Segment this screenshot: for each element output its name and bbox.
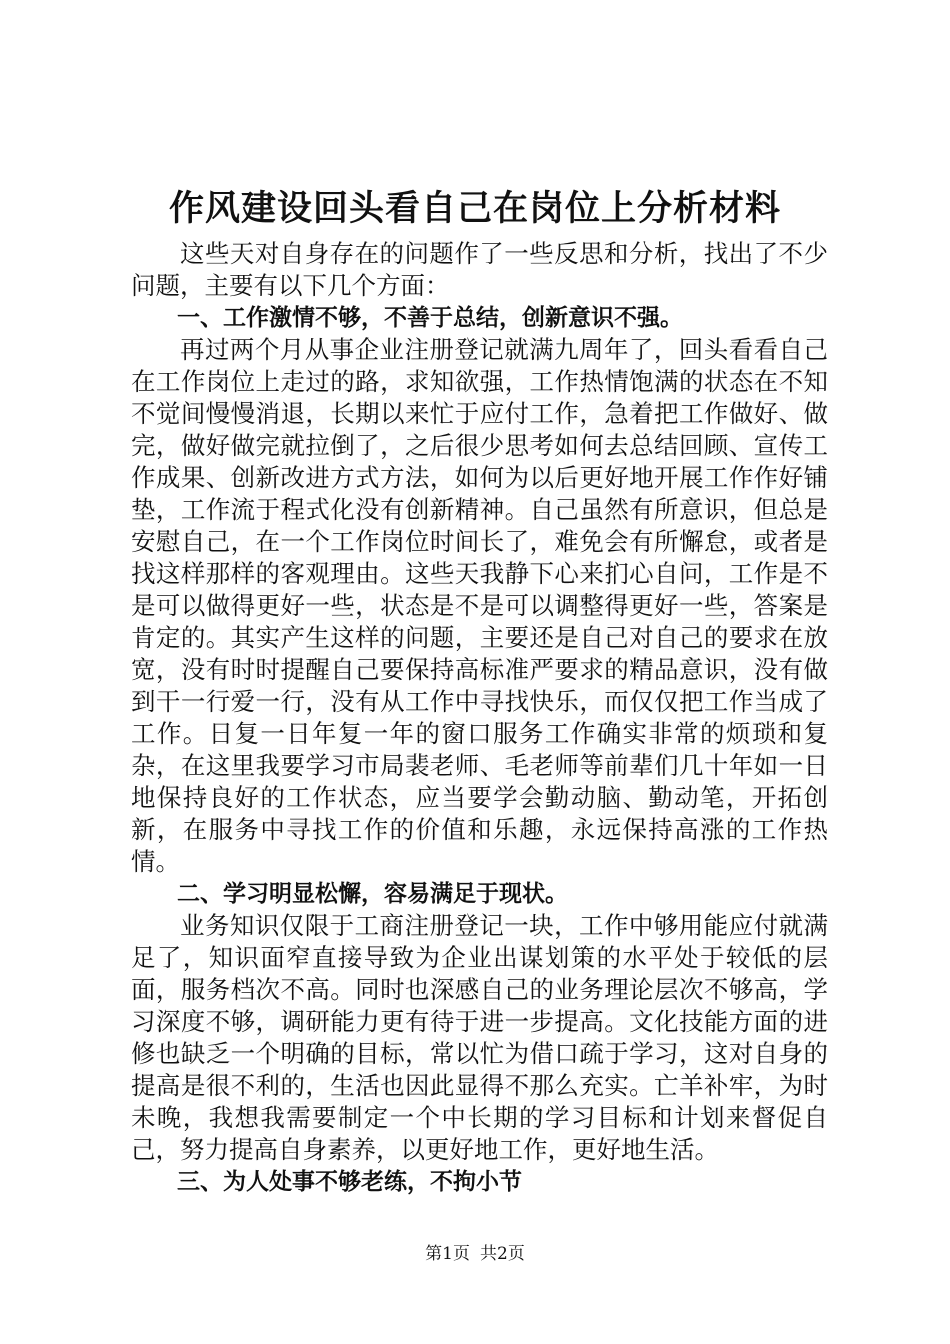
section-heading-2: 二、学习明显松懈，容易满足于现状。 [177,881,568,907]
section-2-paragraph: 业务知识仅限于工商注册登记一块，工作中够用能应付就满足了，知识面窄直接导致为企业出谋划策的水平处于较低的层面，服务档次不高。同时也深感自己的业务理论层次不够高，学习深度不够，调研能力更有待于进一步提高。文化技能方面的进修也缺乏一个明确的目标，常以忙为借口疏于学习，这对自身的提高是很不利的，生活也因此显得不那么充实。亡羊补牢，为时未晚，我想我需要制定一个中长期的学习目标和计划来督促自己，努力提高自身素养，以更好地工作，更好地生活。 [131,911,828,1164]
section-1-paragraph: 再过两个月从事企业注册登记就满九周年了，回头看看自己在工作岗位上走过的路，求知欲强，工作热情饱满的状态在不知不觉间慢慢消退，长期以来忙于应付工作，急着把工作做好、做完，做好做完就拉倒了，之后很少思考如何去总结回顾、宣传工作成果、创新改进方式方法，如何为以后更好地开展工作作好铺垫，工作流于程式化没有创新精神。自己虽然有所意识，但总是安慰自己，在一个工作岗位时间长了，难免会有所懈怠，或者是找这样那样的客观理由。这些天我静下心来扪心自问，工作是不是可以做得更好一些，状态是不是可以调整得更好一些，答案是肯定的。其实产生这样的问题，主要还是自己对自己的要求在放宽，没有时时提醒自己要保持高标准严要求的精品意识，没有做到干一行爱一行，没有从工作中寻找快乐，而仅仅把工作当成了工作。日复一日年复一年的窗口服务工作确实非常的烦琐和复杂，在这里我要学习市局裴老师、毛老师等前辈们几十年如一日地保持良好的工作状态，应当要学会勤动脑、勤动笔，开拓创新，在服务中寻找工作的价值和乐趣，永远保持高涨的工作热情。 [131,335,828,876]
section-heading-1: 一、工作激情不够，不善于总结，创新意识不强。 [177,305,683,331]
intro-paragraph: 这些天对自身存在的问题作了一些反思和分析，找出了不少问题，主要有以下几个方面： [131,239,828,300]
document-title: 作风建设回头看自己在岗位上分析材料 [168,189,781,229]
section-heading-3: 三、为人处事不够老练，不拘小节 [177,1169,522,1195]
page-total: 共2页 [480,1244,525,1264]
document-body [131,238,828,1198]
page-footer [0,1244,950,1264]
page-number: 第1页 [425,1244,470,1264]
